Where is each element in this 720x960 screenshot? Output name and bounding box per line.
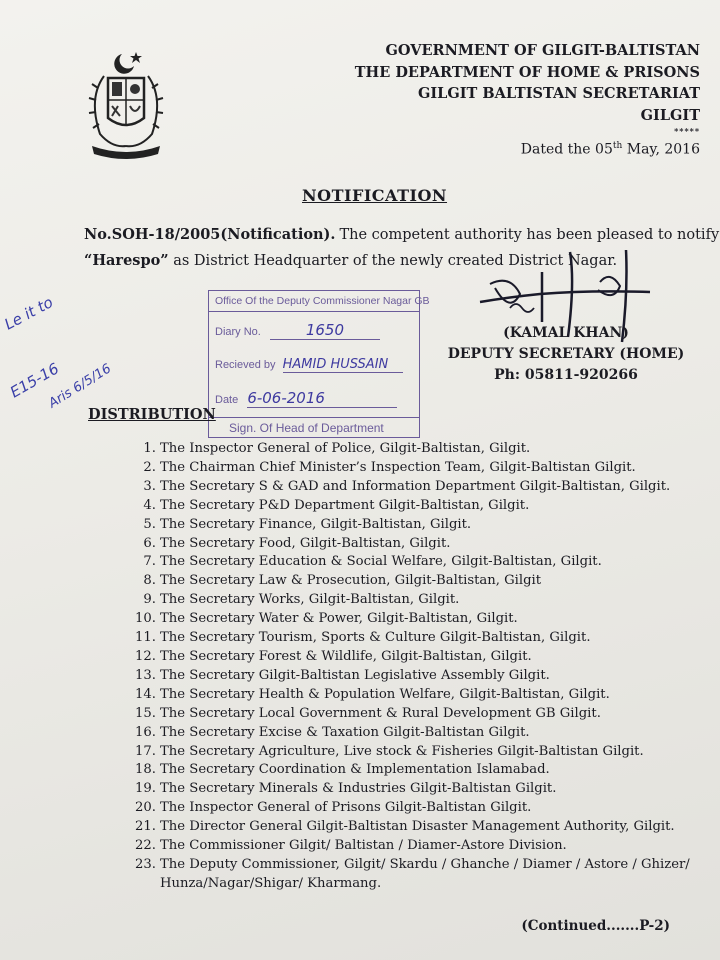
- notification-number: No.SOH-18/2005(Notification).: [84, 226, 336, 243]
- distribution-item: [124, 818, 694, 837]
- distribution-item-text: The Secretary Finance, Gilgit-Baltistan, Gilgit.: [160, 516, 472, 532]
- notification-text-a: The competent authority has been pleased to notify: [339, 227, 720, 243]
- distribution-item: [124, 516, 694, 535]
- distribution-item: [124, 610, 694, 629]
- stamp-received-label: Recieved by: [215, 359, 276, 371]
- stamp-sign-label: Sign. Of Head of Department: [209, 417, 419, 435]
- distribution-item: [124, 799, 694, 818]
- stamp-office: Office Of the Deputy Commissioner Nagar GB: [209, 295, 419, 312]
- state-emblem-icon: [78, 48, 174, 160]
- distribution-item-number: 18.: [135, 762, 156, 778]
- distribution-item: [124, 459, 694, 478]
- notification-title: NOTIFICATION: [302, 186, 448, 205]
- distribution-item-text: The Secretary Law & Prosecution, Gilgit-Baltistan, Gilgit: [160, 573, 542, 589]
- distribution-item-text: The Secretary Excise & Taxation Gilgit-Baltistan Gilgit.: [160, 724, 530, 740]
- continued-note: (Continued.......P-2): [521, 918, 670, 934]
- distribution-item-number: 7.: [143, 554, 156, 570]
- distribution-item: [124, 724, 694, 743]
- distribution-item-text: The Commissioner Gilgit/ Baltistan / Diamer-Astore Division.: [160, 838, 567, 854]
- stamp-diary-value: 1650: [305, 321, 344, 339]
- distribution-item-text: The Secretary Food, Gilgit-Baltistan, Gilgit.: [160, 535, 451, 551]
- distribution-item-text: The Secretary Coordination & Implementation Islamabad.: [160, 762, 550, 778]
- distribution-item-text: The Director General Gilgit-Baltistan Disaster Management Authority, Gilgit.: [160, 819, 675, 835]
- distribution-item-number: 20.: [135, 800, 156, 816]
- distribution-list: [124, 440, 694, 894]
- distribution-item-number: 21.: [135, 819, 156, 835]
- distribution-item-number: 13.: [135, 667, 156, 683]
- distribution-item-number: 5.: [143, 516, 156, 532]
- stamp-date-value: 6-06-2016: [247, 389, 325, 407]
- distribution-item-number: 15.: [135, 705, 156, 721]
- letterhead-stars: *****: [674, 126, 700, 136]
- distribution-item-text: The Secretary Gilgit-Baltistan Legislative Assembly Gilgit.: [160, 667, 550, 683]
- letterhead-line-2: THE DEPARTMENT OF HOME & PRISONS: [354, 63, 700, 81]
- distribution-item-text: The Deputy Commissioner, Gilgit/ Skardu / Ghanche / Diamer / Astore / Ghizer/: [160, 856, 690, 872]
- distribution-item: [124, 535, 694, 554]
- distribution-item: [124, 572, 694, 591]
- stamp-received-value: HAMID HUSSAIN: [282, 357, 389, 372]
- distribution-item: [124, 629, 694, 648]
- distribution-item-number: 17.: [135, 743, 156, 759]
- stamp-diary-label: Diary No.: [215, 326, 261, 338]
- distribution-title: DISTRIBUTION: [88, 406, 216, 423]
- distribution-item-text: The Secretary Health & Population Welfare, Gilgit-Baltistan, Gilgit.: [160, 686, 610, 702]
- distribution-item-text: The Secretary Tourism, Sports & Culture Gilgit-Baltistan, Gilgit.: [160, 630, 591, 646]
- distribution-item-text: The Chairman Chief Minister’s Inspection Team, Gilgit-Baltistan Gilgit.: [160, 459, 636, 475]
- distribution-item: [124, 591, 694, 610]
- distribution-item-text: The Secretary Local Government & Rural Development GB Gilgit.: [160, 705, 601, 721]
- notification-text-b: as District Headquarter of the newly created District Nagar.: [168, 253, 618, 269]
- distribution-item-number: 19.: [135, 781, 156, 797]
- signatory-designation: DEPUTY SECRETARY (HOME): [447, 346, 685, 362]
- distribution-item-number: 10.: [135, 611, 156, 627]
- distribution-item-number: 9.: [143, 592, 156, 608]
- distribution-item-number: 8.: [143, 573, 156, 589]
- distribution-item-text: The Secretary Works, Gilgit-Baltistan, Gilgit.: [160, 592, 460, 608]
- distribution-item-number: 3.: [143, 478, 156, 494]
- signatory-block: [446, 323, 686, 386]
- letterhead: [320, 40, 700, 136]
- distribution-item-text: The Secretary P&D Department Gilgit-Baltistan, Gilgit.: [160, 497, 530, 513]
- margin-note-1: Le it to: [1, 293, 56, 334]
- margin-note-3: Aris 6/5/16: [46, 361, 114, 412]
- distribution-item-text: The Secretary Minerals & Industries Gilgit-Baltistan Gilgit.: [160, 781, 557, 797]
- distribution-item-number: 23.: [135, 856, 156, 872]
- distribution-item: [124, 553, 694, 572]
- distribution-item-text: The Secretary Forest & Wildlife, Gilgit-Baltistan, Gilgit.: [160, 648, 532, 664]
- distribution-item-number: 11.: [135, 630, 156, 646]
- distribution-item-text-continued: Hunza/Nagar/Shigar/ Kharmang.: [160, 875, 382, 891]
- distribution-item-number: 4.: [143, 497, 156, 513]
- distribution-item: [124, 780, 694, 799]
- distribution-item-text: The Secretary S & GAD and Information Department Gilgit-Baltistan, Gilgit.: [160, 478, 671, 494]
- distribution-item-number: 6.: [143, 535, 156, 551]
- distribution-item: [124, 705, 694, 724]
- letterhead-line-3: GILGIT BALTISTAN SECRETARIAT: [418, 85, 700, 102]
- distribution-item: [124, 743, 694, 762]
- distribution-item: [124, 440, 694, 459]
- distribution-item: [124, 648, 694, 667]
- document-date: Dated the 05th May, 2016: [520, 141, 700, 158]
- signatory-name: (KAMAL KHAN): [503, 325, 629, 341]
- stamp-date-label: Date: [215, 394, 239, 406]
- letterhead-line-4: GILGIT: [640, 106, 700, 124]
- distribution-item-number: 12.: [135, 648, 156, 664]
- handwritten-margin-notes: [0, 290, 140, 420]
- distribution-item-number: 2.: [143, 459, 156, 475]
- distribution-item: [124, 667, 694, 686]
- distribution-item: [124, 856, 694, 894]
- distribution-item: [124, 478, 694, 497]
- distribution-item-number: 1.: [143, 441, 156, 456]
- margin-note-2: E15-16: [7, 359, 62, 402]
- distribution-item-text: The Secretary Water & Power, Gilgit-Baltistan, Gilgit.: [160, 611, 518, 627]
- distribution-item-text: The Inspector General of Police, Gilgit-Baltistan, Gilgit.: [160, 441, 531, 456]
- letterhead-line-1: GOVERNMENT OF GILGIT-BALTISTAN: [385, 42, 700, 59]
- distribution-item-text: The Secretary Agriculture, Live stock & Fisheries Gilgit-Baltistan Gilgit.: [160, 743, 644, 759]
- distribution-item-number: 22.: [135, 838, 156, 854]
- distribution-item: [124, 497, 694, 516]
- distribution-item-number: 14.: [135, 686, 156, 702]
- received-stamp: [208, 290, 430, 438]
- distribution-item: [124, 837, 694, 856]
- distribution-item: [124, 761, 694, 780]
- distribution-item: [124, 686, 694, 705]
- distribution-item-number: 16.: [135, 724, 156, 740]
- notified-place-name: “Harespo”: [84, 252, 169, 269]
- distribution-item-text: The Secretary Education & Social Welfare, Gilgit-Baltistan, Gilgit.: [160, 554, 602, 570]
- signatory-phone: Ph: 05811-920266: [494, 367, 638, 383]
- distribution-item-text: The Inspector General of Prisons Gilgit-Baltistan Gilgit.: [160, 800, 532, 816]
